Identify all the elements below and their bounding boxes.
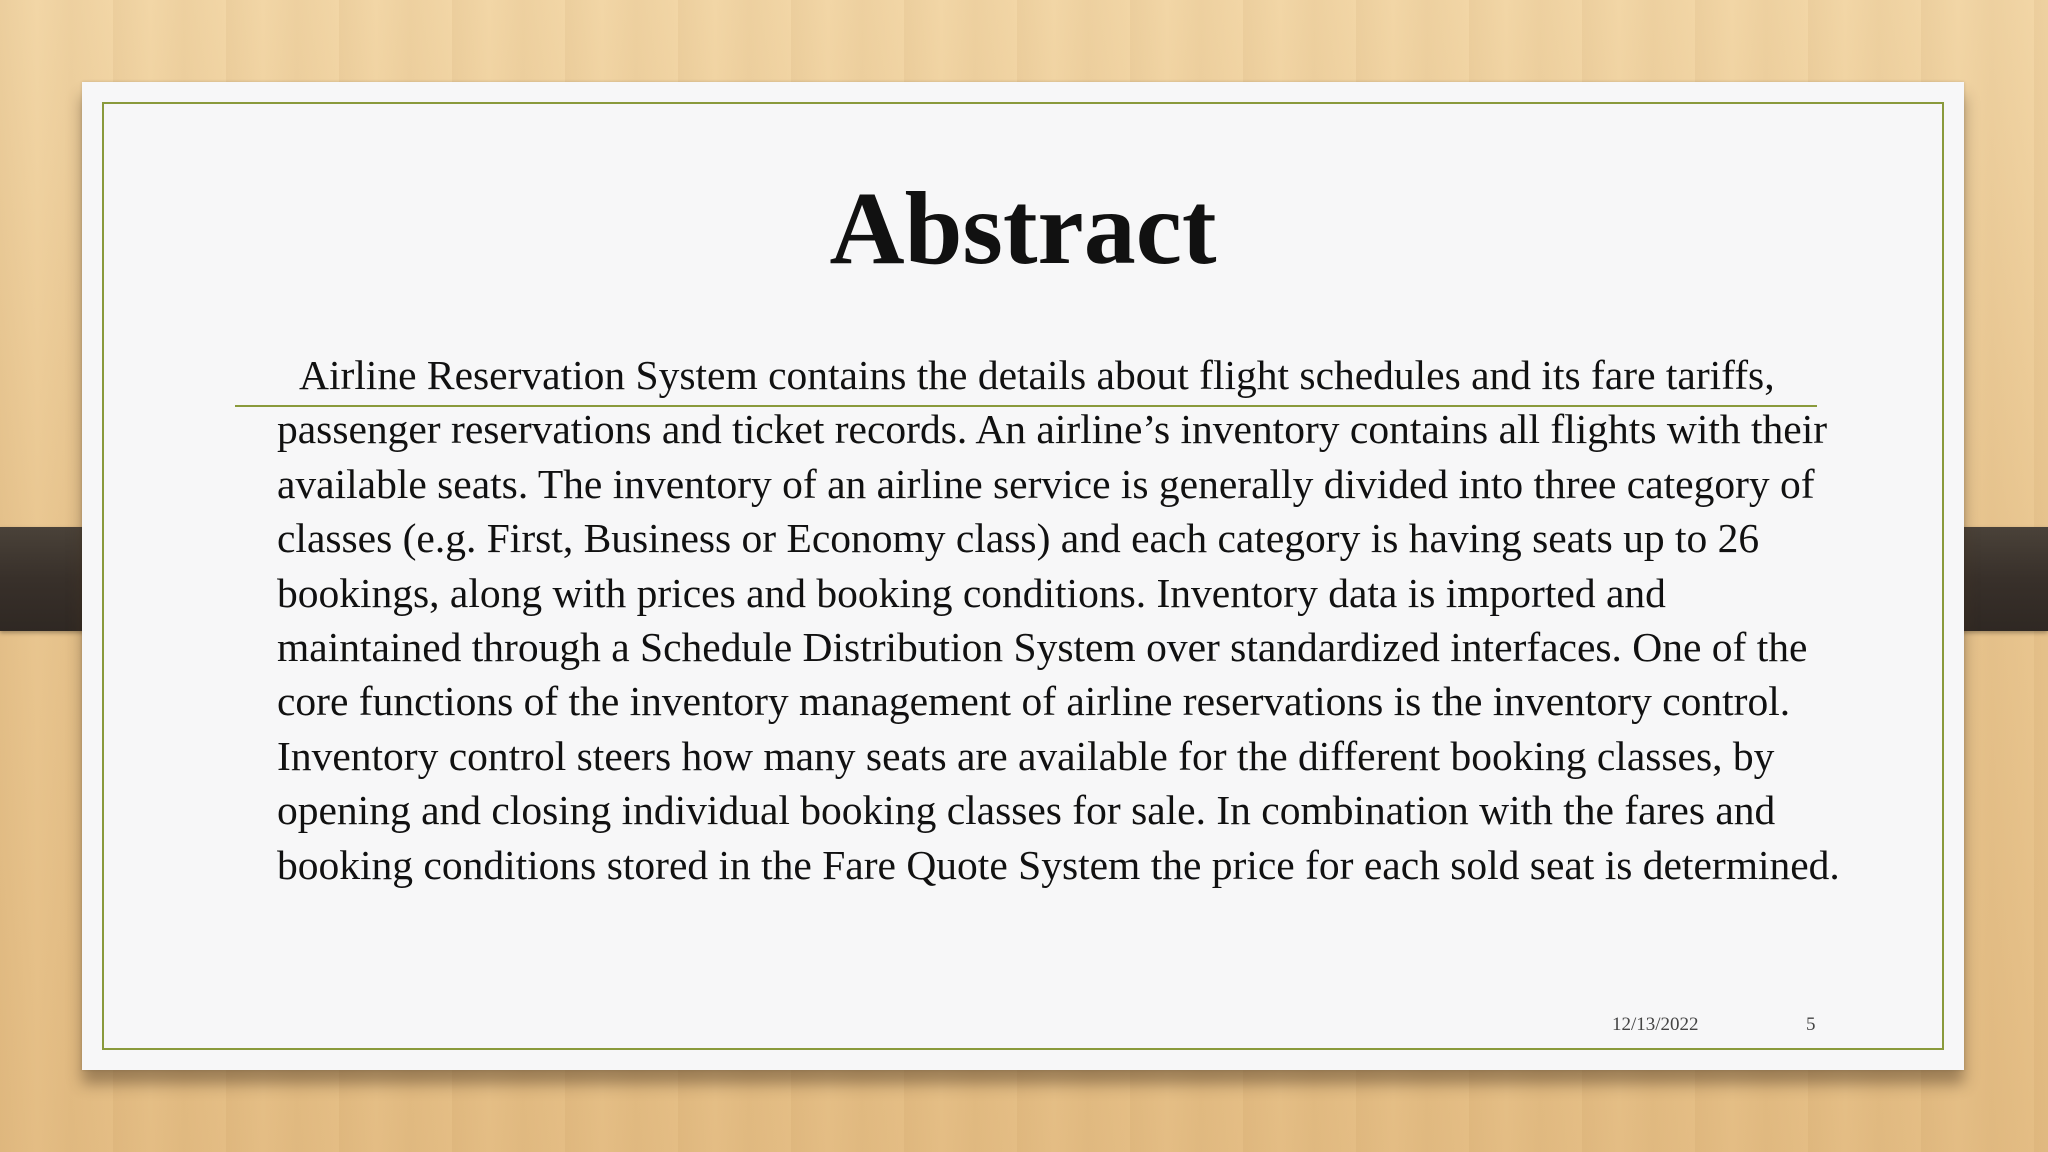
slide-date: 12/13/2022	[1612, 1014, 1699, 1035]
slide-paper	[82, 82, 1964, 1070]
slide-page-number: 5	[1806, 1014, 1816, 1035]
slide-title: Abstract	[829, 171, 1217, 286]
abstract-paragraph: Airline Reservation System contains the details about flight schedules and its fare tariffs, passenger reservations and ticket records. An airline’s inventory contains all flights with their available seats. The inventory of an airline service is generally divided into three category of classes (e.g. First, Business or Economy class) and each category is having seats up to 26 bookings, along with prices and booking conditions. Inventory data is imported and maintained through a Schedule Distribution System over standardized interfaces. One of the core functions of the inventory management of airline reservations is the inventory control. Inventory control steers how many seats are available for the different booking classes, by opening and closing individual booking classes for sale. In combination with the fares and booking conditions stored in the Fare Quote System the price for each sold seat is determined.	[277, 352, 1840, 888]
